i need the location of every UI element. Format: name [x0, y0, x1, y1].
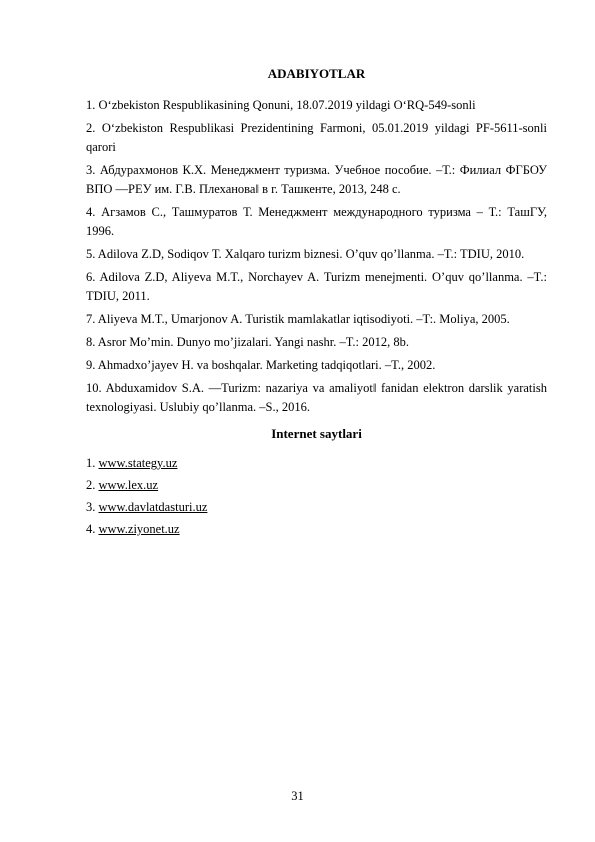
page-number: 31: [291, 789, 304, 803]
reference-item: 9. Ahmadxo’jayev H. va boshqalar. Marketing tadqiqotlari. –T., 2002.: [86, 358, 436, 372]
website-number: 4.: [86, 522, 99, 536]
reference-item: 6. Adilova Z.D, Aliyeva M.T., Norchayev A. Turizm menejmenti. O’quv qo’llanma. –T.: TDIU, 2011.: [86, 270, 547, 303]
website-item: [86, 454, 547, 473]
websites-heading: Internet saytlari: [271, 426, 362, 441]
references-heading: ADABIYOTLAR: [267, 66, 366, 81]
reference-item: 10. Abduxamidov S.A. ―Turizm: nazariya va amaliyot‖ fanidan elektron darslik yaratish texnologiyasi. Uslubiy qo’llanma. –S., 2016.: [86, 381, 547, 414]
reference-item: 8. Asror Mo’min. Dunyo mo’jizalari. Yangi nashr. –T.: 2012, 8b.: [86, 335, 410, 349]
website-link[interactable]: www.stategy.uz: [98, 456, 178, 470]
website-item: [86, 498, 547, 517]
reference-item: 5. Adilova Z.D, Sodiqov T. Xalqaro turizm biznesi. O’quv qo’llanma. –T.: TDIU, 2010.: [86, 247, 525, 261]
page-content: [86, 64, 547, 542]
website-link[interactable]: www.lex.uz: [98, 478, 159, 492]
website-link[interactable]: www.ziyonet.uz: [98, 522, 180, 536]
website-item: [86, 520, 547, 539]
website-link[interactable]: www.davlatdasturi.uz: [98, 500, 208, 514]
reference-item: 2. O‘zbekiston Respublikasi Prezidentining Farmoni, 05.01.2019 yildagi PF-5611-sonli qarori: [86, 121, 547, 154]
reference-item: 7. Aliyeva M.T., Umarjonov A. Turistik mamlakatlar iqtisodiyoti. –T:. Moliya, 2005.: [86, 312, 510, 326]
reference-item: 3. Абдурахмонов К.Х. Менеджмент туризма. Учебное пособие. –Т.: Филиал ФГБОУ ВПО ―РЕУ им. Г.В. Плеханова‖ в г. Ташкенте, 2013, 248 с.: [86, 163, 547, 196]
reference-item: 4. Агзамов С., Ташмуратов Т. Менеджмент международного туризма – Т.: ТашГУ, 1996.: [86, 205, 547, 238]
reference-item: 1. O‘zbekiston Respublikasining Qonuni, 18.07.2019 yildagi O‘RQ-549-sonli: [86, 98, 476, 112]
website-number: 2.: [86, 478, 99, 492]
website-number: 1.: [86, 456, 99, 470]
website-number: 3.: [86, 500, 99, 514]
website-item: [86, 476, 547, 495]
